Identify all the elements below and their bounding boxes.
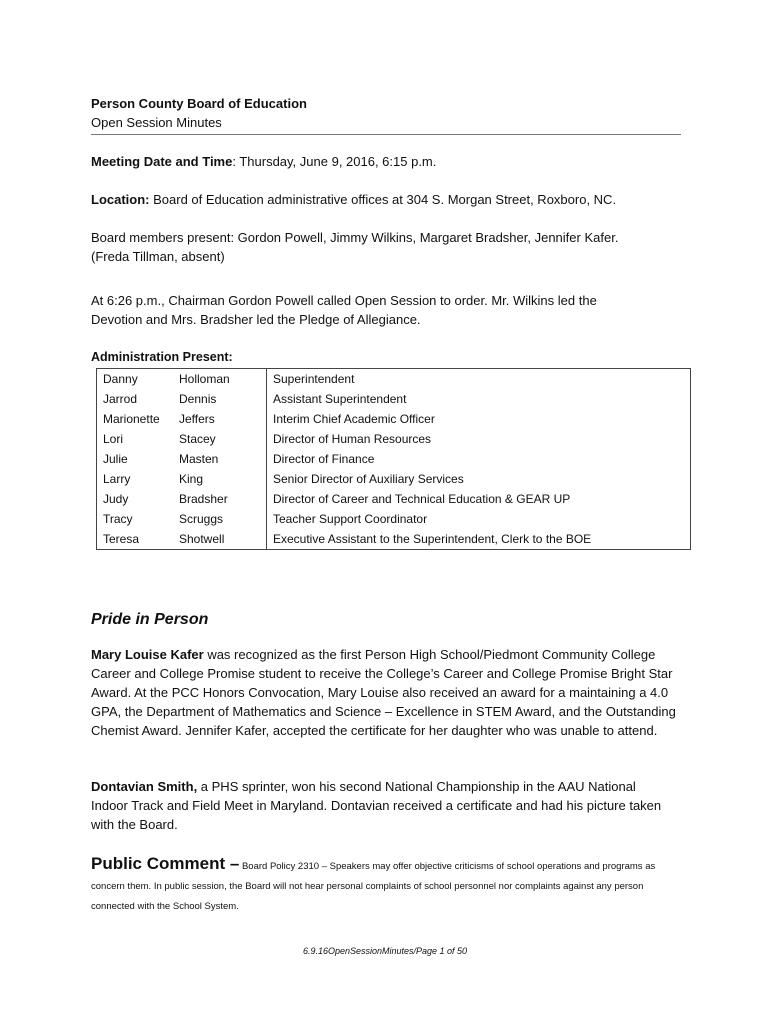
last-name-cell: Dennis: [173, 389, 267, 409]
first-name-cell: Julie: [103, 452, 128, 466]
page-footer: 6.9.16OpenSessionMinutes/Page 1 of 50: [302, 946, 468, 956]
last-name-cell: Bradsher: [173, 489, 267, 509]
pride-paragraph-kafer: [91, 645, 683, 740]
meeting-date-label: Meeting Date and Time: [91, 154, 233, 169]
table-row: [97, 509, 691, 529]
last-name-cell: Stacey: [173, 429, 267, 449]
administration-table: [96, 368, 691, 550]
document-subtitle: Open Session Minutes: [91, 115, 222, 130]
title-cell: Teacher Support Coordinator: [273, 512, 428, 526]
first-name-cell: Larry: [103, 472, 131, 486]
title-cell: Assistant Superintendent: [273, 392, 407, 406]
honoree-text: a PHS sprinter, won his second National Championship in the AAU National Indoor Track and Field Meet in Maryland. Dontavian received a certificate and had his picture taken with the Board.: [91, 779, 662, 832]
last-name-cell: Holloman: [173, 369, 267, 390]
last-name-cell: Shotwell: [173, 529, 267, 550]
honoree-text: was recognized as the first Person High School/Piedmont Community College Career and College Promise student to receive the College’s Career and College Promise Bright Star Award. At the PCC Honors Convocation, Mary Louise also received an award for a maintaining a 4.0 GPA, the Department of Mathematics and Science – Excellence in STEM Award, and the Outstanding Chemist Award. Jennifer Kafer, accepted the certificate for her daughter who was unable to attend.: [91, 647, 676, 738]
last-name-cell: Scruggs: [173, 509, 267, 529]
public-comment-title: Public Comment –: [91, 854, 240, 873]
first-name-cell: Lori: [103, 432, 124, 446]
title-cell: Superintendent: [273, 372, 355, 386]
title-cell: Senior Director of Auxiliary Services: [273, 472, 464, 486]
first-name-cell: Jarrod: [103, 392, 138, 406]
pride-paragraph-smith: [91, 777, 676, 834]
first-name-cell: Danny: [103, 372, 138, 386]
title-cell: Director of Human Resources: [273, 432, 432, 446]
table-row: [97, 369, 691, 390]
public-comment-paragraph: [91, 854, 687, 915]
document-header: [91, 94, 681, 135]
title-cell: Interim Chief Academic Officer: [273, 412, 435, 426]
meeting-date-line: [91, 152, 691, 171]
location-line: [91, 190, 691, 209]
location-value: Board of Education administrative offices at 304 S. Morgan Street, Roxboro, NC.: [149, 192, 617, 207]
table-row: [97, 489, 691, 509]
last-name-cell: Masten: [173, 449, 267, 469]
location-label: Location:: [91, 192, 150, 207]
table-row: [97, 429, 691, 449]
table-row: [97, 389, 691, 409]
meeting-date-value: : Thursday, June 9, 2016, 6:15 p.m.: [232, 154, 437, 169]
table-row: [97, 449, 691, 469]
title-cell: Director of Career and Technical Education & GEAR UP: [273, 492, 571, 506]
board-members-absent: (Freda Tillman, absent): [91, 249, 225, 264]
last-name-cell: Jeffers: [173, 409, 267, 429]
first-name-cell: Tracy: [103, 512, 133, 526]
table-row: [97, 409, 691, 429]
table-row: [97, 469, 691, 489]
first-name-cell: Judy: [103, 492, 129, 506]
title-cell: Executive Assistant to the Superintendent, Clerk to the BOE: [273, 532, 592, 546]
table-row: [97, 529, 691, 550]
public-comment-text: Board Policy 2310 – Speakers may offer objective criticisms of school operations and programs as concern them. In public session, the Board will not hear personal complaints of school personnel nor complaints against any person connected with the School System.: [91, 861, 656, 912]
organization-name: Person County Board of Education: [91, 96, 307, 111]
last-name-cell: King: [173, 469, 267, 489]
title-cell: Director of Finance: [273, 452, 375, 466]
pride-section-title: Pride in Person: [91, 611, 209, 628]
board-members-present: Board members present: Gordon Powell, Jimmy Wilkins, Margaret Bradsher, Jennifer Kafer.: [91, 230, 619, 245]
board-members-paragraph: [91, 228, 691, 266]
first-name-cell: Marionette: [103, 412, 160, 426]
honoree-name: Dontavian Smith,: [91, 779, 198, 794]
honoree-name: Mary Louise Kafer: [91, 647, 204, 662]
first-name-cell: Teresa: [103, 532, 140, 546]
administration-label: Administration Present:: [91, 350, 233, 364]
call-to-order-paragraph: At 6:26 p.m., Chairman Gordon Powell called Open Session to order. Mr. Wilkins led the Devotion and Mrs. Bradsher led the Pledge of Allegiance.: [91, 293, 597, 327]
